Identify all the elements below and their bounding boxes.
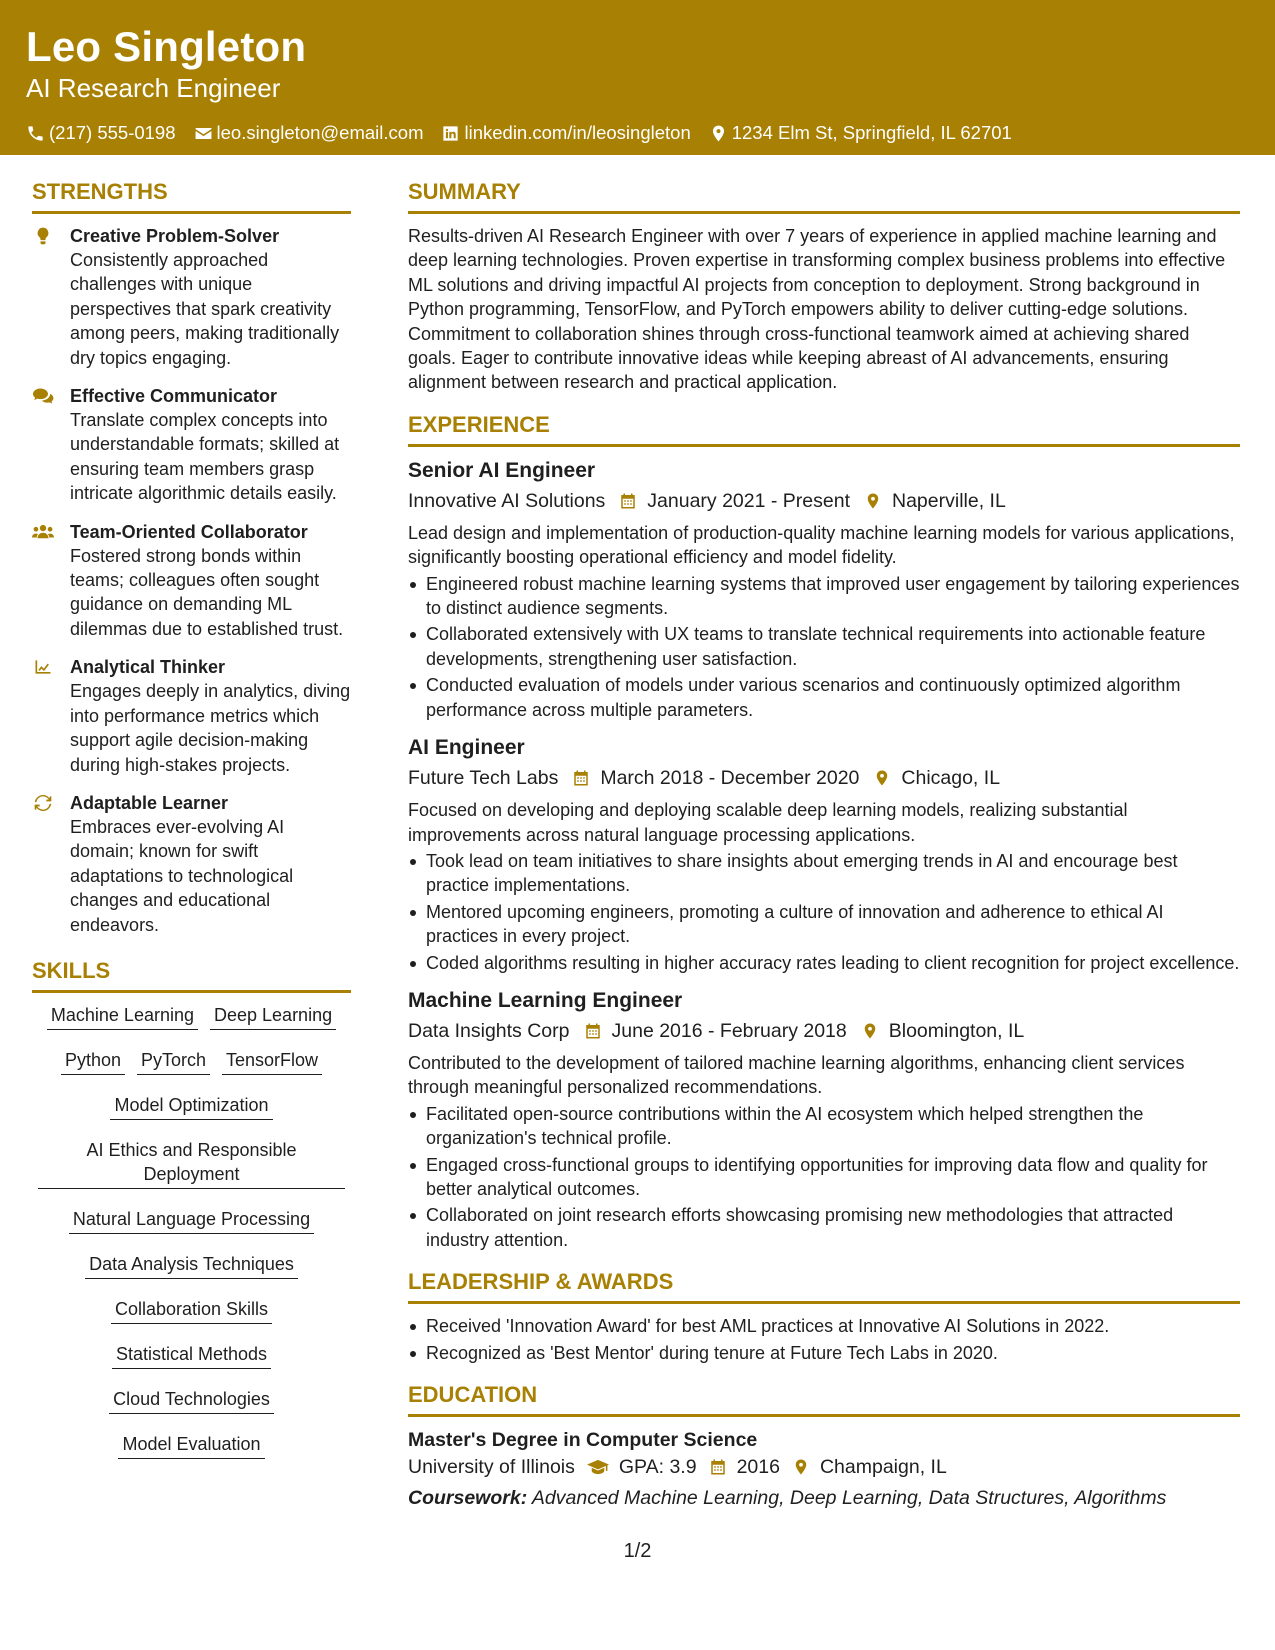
- page-number: 1/2: [623, 1540, 652, 1562]
- map-marker-icon: [873, 768, 891, 788]
- strength-item: [32, 655, 351, 777]
- job-bullet: Coded algorithms resulting in higher accuracy rates leading to client recognition for project excellence.: [408, 951, 1240, 975]
- map-marker-icon: [792, 1457, 810, 1477]
- map-marker-icon: [861, 1021, 879, 1041]
- contact-phone[interactable]: [26, 122, 176, 144]
- job-bullet: Collaborated on joint research efforts showcasing promising new methodologies that attracted industry attention.: [408, 1203, 1240, 1252]
- skill-tag: Deep Learning: [210, 1003, 336, 1030]
- job-location: Naperville, IL: [892, 489, 1006, 512]
- job-location: Chicago, IL: [901, 767, 1001, 790]
- coursework-line: [408, 1483, 1240, 1513]
- job-location: Bloomington, IL: [888, 1019, 1025, 1042]
- skill-tag: Model Optimization: [110, 1093, 272, 1120]
- contact-bar: [26, 122, 1249, 144]
- summary-heading: SUMMARY: [408, 178, 1240, 214]
- job-bullets: [408, 1102, 1240, 1252]
- resume-header: [0, 0, 1275, 155]
- leadership-heading: LEADERSHIP & AWARDS: [408, 1268, 1240, 1304]
- strength-title: Creative Problem-Solver: [70, 226, 280, 246]
- education-meta: [408, 1453, 1240, 1481]
- job-bullet: Engineered robust machine learning systems that improved user engagement by tailoring experiences to distinct audience segments.: [408, 572, 1240, 621]
- degree-title: Master's Degree in Computer Science: [408, 1429, 758, 1451]
- skill-tag: Data Analysis Techniques: [85, 1252, 298, 1279]
- leadership-list: [408, 1314, 1240, 1365]
- contact-linkedin[interactable]: [441, 122, 690, 144]
- school-name: University of Illinois: [408, 1456, 575, 1478]
- skill-tag: TensorFlow: [222, 1048, 322, 1075]
- job-bullets: [408, 572, 1240, 722]
- award-item: Received 'Innovation Award' for best AML practices at Innovative AI Solutions in 2022.: [408, 1314, 1240, 1338]
- strength-desc: Translate complex concepts into understandable formats; skilled at ensuring team members grasp intricate algorithmic details easily.: [70, 410, 340, 504]
- job-title: Machine Learning Engineer: [408, 988, 683, 1012]
- school-location: Champaign, IL: [819, 1456, 947, 1478]
- right-column: [408, 178, 1240, 1513]
- strengths-heading: STRENGTHS: [32, 178, 351, 214]
- job-meta: [408, 764, 1240, 792]
- phone-text: (217) 555-0198: [49, 122, 176, 143]
- job-meta: [408, 1017, 1240, 1045]
- strength-item: [32, 384, 351, 506]
- strength-title: Analytical Thinker: [70, 657, 226, 678]
- chart-line-icon: [32, 657, 54, 677]
- skill-tag: Machine Learning: [47, 1003, 198, 1030]
- job-bullet: Took lead on team initiatives to share insights about emerging trends in AI and encourage best practice implementations.: [408, 849, 1240, 898]
- education-heading: EDUCATION: [408, 1381, 1240, 1417]
- linkedin-icon: [441, 124, 460, 143]
- strength-title: Adaptable Learner: [70, 792, 229, 813]
- email-text: leo.singleton@email.com: [216, 122, 424, 143]
- job-title: AI Engineer: [408, 736, 525, 760]
- strength-desc: Consistently approached challenges with unique perspectives that spark creativity among peers, making traditionally dry topics engaging.: [70, 250, 340, 368]
- job-bullet: Engaged cross-functional groups to identifying opportunities for improving data flow and quality for better analytical outcomes.: [408, 1153, 1240, 1202]
- job-bullet: Collaborated extensively with UX teams to translate technical requirements into actionable feature developments, strengthening user satisfaction.: [408, 622, 1240, 671]
- job-company: Innovative AI Solutions: [408, 489, 606, 512]
- skill-tag: Python: [61, 1048, 125, 1075]
- job-description: Contributed to the development of tailored machine learning algorithms, enhancing client services through meaningful personalized recommendations.: [408, 1052, 1185, 1098]
- strength-item: [32, 520, 351, 642]
- strength-title: Effective Communicator: [70, 386, 278, 407]
- job-dates: June 2016 - February 2018: [611, 1019, 847, 1042]
- graduation-cap-icon: [587, 1457, 609, 1477]
- strength-desc: Embraces ever-evolving AI domain; known for swift adaptations to technological changes and educational endeavors.: [70, 816, 294, 935]
- skill-tag: Cloud Technologies: [109, 1387, 274, 1414]
- skills-list: [32, 1003, 351, 1459]
- strength-desc: Fostered strong bonds within teams; colleagues often sought guidance on demanding ML dilemmas due to established trust.: [70, 545, 344, 639]
- strength-item: [32, 224, 351, 370]
- lightbulb-icon: [32, 226, 54, 246]
- skill-tag: Collaboration Skills: [111, 1297, 272, 1324]
- contact-email[interactable]: [194, 122, 424, 144]
- coursework-label: Coursework:: [408, 1487, 528, 1509]
- skill-tag: AI Ethics and Responsible Deployment: [38, 1138, 345, 1189]
- candidate-name: Leo Singleton: [26, 23, 307, 70]
- experience-heading: EXPERIENCE: [408, 411, 1240, 447]
- left-column: [32, 178, 351, 1477]
- award-item: Recognized as 'Best Mentor' during tenure at Future Tech Labs in 2020.: [408, 1341, 1240, 1365]
- skills-heading: SKILLS: [32, 957, 351, 993]
- job-title: Senior AI Engineer: [408, 458, 596, 482]
- strength-item: [32, 791, 351, 937]
- sync-icon: [32, 793, 54, 813]
- graduation-year: 2016: [736, 1456, 780, 1478]
- calendar-icon: [709, 1457, 727, 1477]
- linkedin-text: linkedin.com/in/leosingleton: [464, 122, 691, 143]
- job-meta: [408, 487, 1240, 515]
- job-dates: March 2018 - December 2020: [600, 767, 860, 790]
- job-bullets: [408, 849, 1240, 975]
- strength-title: Team-Oriented Collaborator: [70, 521, 308, 542]
- candidate-title: AI Research Engineer: [26, 73, 281, 103]
- job-company: Future Tech Labs: [408, 767, 559, 790]
- comments-icon: [32, 386, 54, 406]
- phone-icon: [26, 124, 45, 143]
- job-bullet: Mentored upcoming engineers, promoting a culture of innovation and adherence to ethical AI practices in every project.: [408, 900, 1240, 949]
- job-entry: [408, 987, 1240, 1252]
- job-entry: [408, 457, 1240, 722]
- contact-address: [709, 122, 1012, 144]
- calendar-icon: [584, 1021, 602, 1041]
- map-marker-icon: [709, 124, 728, 143]
- calendar-icon: [572, 768, 590, 788]
- job-description: Focused on developing and deploying scalable deep learning models, realizing substantial improvements across natural language processing applications.: [408, 800, 1128, 845]
- calendar-icon: [619, 491, 637, 511]
- skill-tag: Model Evaluation: [118, 1432, 264, 1459]
- job-dates: January 2021 - Present: [647, 489, 850, 512]
- skill-tag: Statistical Methods: [112, 1342, 271, 1369]
- job-entry: [408, 734, 1240, 975]
- coursework-text: Advanced Machine Learning, Deep Learning, Data Structures, Algorithms: [531, 1487, 1167, 1509]
- envelope-icon: [194, 124, 213, 143]
- skill-tag: Natural Language Processing: [69, 1207, 314, 1234]
- job-bullet: Conducted evaluation of models under various scenarios and continuously optimized algorithm performance across multiple parameters.: [408, 673, 1240, 722]
- strength-desc: Engages deeply in analytics, diving into performance metrics which support agile decision-making during high-stakes projects.: [70, 681, 351, 775]
- map-marker-icon: [864, 491, 882, 511]
- job-description: Lead design and implementation of production-quality machine learning models for various applications, significantly boosting operational efficiency and model fidelity.: [408, 522, 1235, 568]
- job-bullet: Facilitated open-source contributions within the AI ecosystem which helped strengthen the organization's technical profile.: [408, 1102, 1240, 1151]
- skill-tag: PyTorch: [137, 1048, 210, 1075]
- gpa-text: GPA: 3.9: [618, 1456, 697, 1478]
- address-text: 1234 Elm St, Springfield, IL 62701: [731, 122, 1012, 143]
- job-company: Data Insights Corp: [408, 1019, 570, 1042]
- users-icon: [32, 522, 54, 542]
- summary-text: Results-driven AI Research Engineer with over 7 years of experience in applied machine learning and deep learning technologies. Proven expertise in transforming complex business problems into effective ML solutions and driving impactful AI projects from conception to deployment. Strong background in Python programming, TensorFlow, and PyTorch empowers ability to deliver cutting-edge solutions. Commitment to collaboration shines through cross-functional teamwork aimed at achieving shared goals. Eager to contribute innovative ideas while keeping abreast of AI advancements, ensuring alignment between research and practical application.: [408, 226, 1226, 393]
